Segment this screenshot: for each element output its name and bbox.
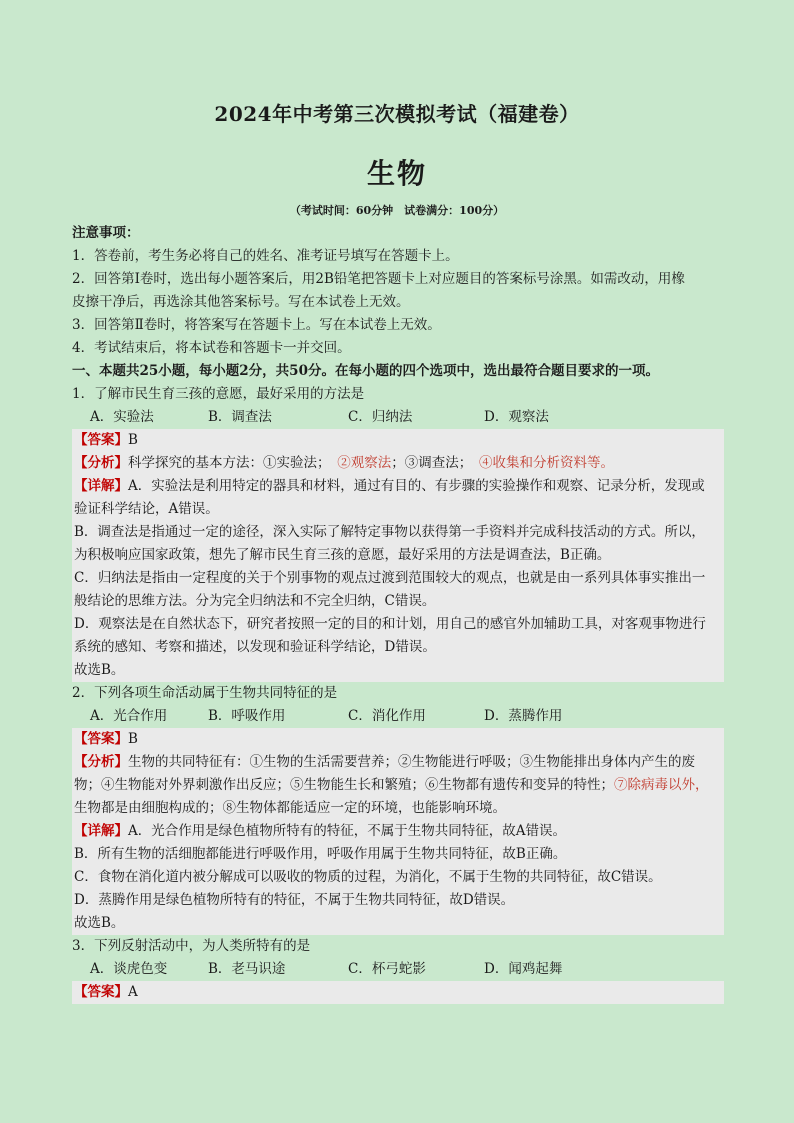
analysis-text: 物；④生物能对外界刺激作出反应；⑤生物能生长和繁殖；⑥生物都有遗传和变异的特性； [74, 777, 614, 793]
option-b: B．呼吸作用 [208, 708, 286, 724]
question-3-stem: 3．下列反射活动中，为人类所特有的是 [72, 938, 311, 954]
analysis-tag: 【分析】 [74, 455, 128, 471]
exam-meta: （考试时间：60分钟 试卷满分：100分） [289, 204, 505, 217]
question-3-solution [72, 981, 724, 1004]
detail-line: A．光合作用是绿色植物所特有的特征，不属于生物共同特征，故A错误。 [128, 823, 566, 839]
question-3-options [72, 958, 724, 981]
answer-value: B [128, 432, 138, 448]
option-c: C．归纳法 [348, 409, 413, 425]
detail-line: 故选B。 [74, 915, 125, 931]
detail-line: C．归纳法是指由一定程度的关于个别事物的观点过渡到范围较大的观点，也就是由一系列具体事实推出一 [74, 570, 706, 586]
option-d: D．观察法 [484, 409, 549, 425]
answer-tag: 【答案】 [74, 731, 128, 747]
exam-title: 2024年中考第三次模拟考试（福建卷） [214, 102, 580, 126]
detail-line: 系统的感知、考察和描述，以发现和验证科学结论，D错误。 [74, 639, 436, 655]
option-b: B．调查法 [208, 409, 272, 425]
analysis-text: ；③调查法； [391, 455, 466, 471]
detail-line: D．蒸腾作用是绿色植物所特有的特征，不属于生物共同特征，故D错误。 [74, 892, 515, 908]
detail-line: B．调查法是指通过一定的途径，深入实际了解特定事物以获得第一手资料并完成科技活动的方式。所以， [74, 524, 705, 540]
detail-line: D．观察法是在自然状态下，研究者按照一定的目的和计划，用自己的感官外加辅助工具，对客观事物进行 [74, 616, 706, 632]
detail-line: 验证科学结论，A错误。 [74, 501, 219, 517]
option-c: C．消化作用 [348, 708, 426, 724]
question-1-stem: 1．了解市民生育三孩的意愿，最好采用的方法是 [72, 386, 365, 402]
detail-line: C．食物在消化道内被分解成可以吸收的物质的过程，为消化，不属于生物的共同特征，故C错误。 [74, 869, 662, 885]
note-item: 4．考试结束后，将本试卷和答题卡一并交回。 [72, 340, 351, 356]
answer-tag: 【答案】 [74, 984, 128, 1000]
analysis-highlight: ⑦除病毒以外， [614, 777, 709, 793]
analysis-tag: 【分析】 [74, 754, 128, 770]
option-b: B．老马识途 [208, 961, 286, 977]
analysis-text: 科学探究的基本方法：①实验法； [128, 455, 324, 471]
question-1-options [72, 406, 724, 429]
exam-content [72, 222, 724, 1004]
note-item: 2．回答第Ⅰ卷时，选出每小题答案后，用2B铅笔把答题卡上对应题目的答案标号涂黑。如需改动，用橡 [72, 271, 685, 287]
subject-title: 生物 [366, 157, 427, 190]
option-c: C．杯弓蛇影 [348, 961, 426, 977]
note-item: 皮擦干净后，再选涂其他答案标号。写在本试卷上无效。 [72, 294, 410, 310]
option-a: A．光合作用 [90, 708, 168, 724]
analysis-highlight: ②观察法 [337, 455, 392, 471]
option-a: A．实验法 [90, 409, 154, 425]
notes-heading: 注意事项： [72, 225, 140, 241]
question-2-options [72, 705, 724, 728]
detail-line: 故选B。 [74, 662, 125, 678]
question-2-solution [72, 728, 724, 935]
detail-tag: 【详解】 [74, 478, 128, 494]
detail-line: A．实验法是利用特定的器具和材料，通过有目的、有步骤的实验操作和观察、记录分析，发现或 [128, 478, 705, 494]
answer-value: A [128, 984, 138, 1000]
detail-line: B．所有生物的活细胞都能进行呼吸作用，呼吸作用属于生物共同特征，故B正确。 [74, 846, 567, 862]
detail-tag: 【详解】 [74, 823, 128, 839]
option-a: A．谈虎色变 [90, 961, 168, 977]
answer-tag: 【答案】 [74, 432, 128, 448]
section-heading: 一、本题共25小题，每小题2分，共50分。在每小题的四个选项中，选出最符合题目要求的一项。 [72, 363, 659, 379]
option-d: D．蒸腾作用 [484, 708, 563, 724]
detail-line: 般结论的思维方法。分为完全归纳法和不完全归纳，C错误。 [74, 593, 436, 609]
analysis-text: 生物的共同特征有：①生物的生活需要营养；②生物能进行呼吸；③生物能排出身体内产生的废 [128, 754, 695, 770]
option-d: D．闻鸡起舞 [484, 961, 563, 977]
detail-line: 为积极响应国家政策，想先了解市民生育三孩的意愿，最好采用的方法是调查法，B正确。 [74, 547, 611, 563]
question-1-solution [72, 429, 724, 682]
note-item: 1．答卷前，考生务必将自己的姓名、准考证号填写在答题卡上。 [72, 248, 459, 264]
analysis-text: 生物都是由细胞构成的；⑧生物体都能适应一定的环境，也能影响环境。 [74, 800, 506, 816]
note-item: 3．回答第Ⅱ卷时，将答案写在答题卡上。写在本试卷上无效。 [72, 317, 441, 333]
question-2-stem: 2．下列各项生命活动属于生物共同特征的是 [72, 685, 338, 701]
analysis-highlight: ④收集和分析资料等。 [479, 455, 614, 471]
answer-value: B [128, 731, 138, 747]
